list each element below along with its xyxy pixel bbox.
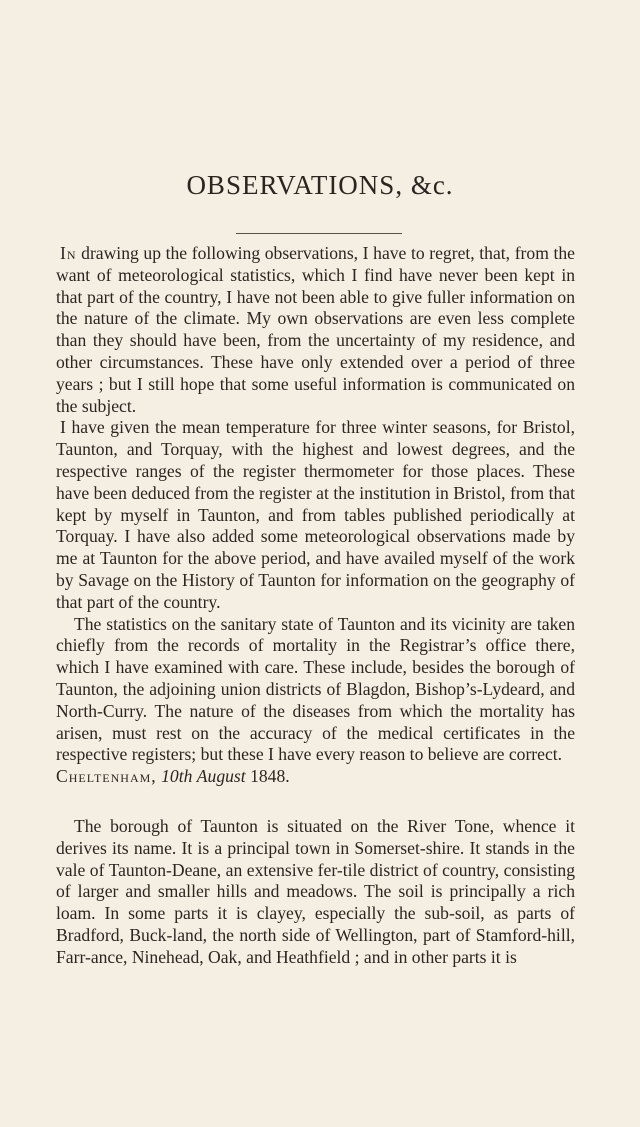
page-title: OBSERVATIONS, &c. (186, 170, 454, 200)
dateline-place: Cheltenham, (56, 766, 157, 787)
paragraph-temperature: I have given the mean temperature for three winter seasons, for Bristol, Taunton, and Torquay, with the highest and lowest degrees, and the respective ranges of the register thermometer for those places. These have been deduced from the register at the institution in Bristol, from that kept by myself in Taunton, and from tables published periodically at Torquay. I have also added some meteorological observations made by me at Taunton for the above period, and have availed myself of the work by Savage on the History of Taunton for information on the geography of that part of the country. (56, 417, 575, 612)
paragraph-taunton: The borough of Taunton is situated on the River Tone, whence it derives its name. It is a principal town in Somerset-shire. It stands in the vale of Taunton-Deane, an extensive fer-tile district of country, consisting of larger and smaller hills and meadows. The soil is principally a rich loam. In some parts it is clayey, especially the sub-soil, as parts of Bradford, Buck-land, the north side of Wellington, part of Stamford-hill, Farr-ance, Ninehead, Oak, and Heathfield ; and in other parts it is (56, 815, 575, 967)
paragraph-statistics: The statistics on the sanitary state of Taunton and its vicinity are taken chiefly from the records of mortality in the Registrar’s office there, which I have examined with care. These include, besides the borough of Taunton, the adjoining union districts of Blagdon, Bishop’s-Lydeard, and North-Curry. The nature of the diseases from which the mortality has arisen, must rest on the accuracy of the medical certificates in the respective registers; but these I have every reason to believe are correct. (56, 613, 575, 765)
dateline (56, 766, 575, 788)
paragraph-intro-text: drawing up the following observations, I have to regret, that, from the want of meteorological statistics, which I find have never been kept in that part of the country, I have not been able to give fuller information on the nature of the climate. My own observations are even less complete than they should have been, from the uncertainty of my residence, and other circumstances. These have only extended over a period of three years ; but I still hope that some useful information is communicated on the subject. (56, 243, 575, 416)
paragraph-intro (56, 243, 575, 417)
title-rule (236, 233, 402, 234)
body-text (56, 243, 575, 969)
dateline-month: August (196, 766, 246, 787)
section-gap (56, 788, 575, 816)
dateline-day: 10th (161, 766, 193, 787)
dateline-year: 1848. (250, 766, 290, 787)
lead-word: In (60, 243, 77, 263)
